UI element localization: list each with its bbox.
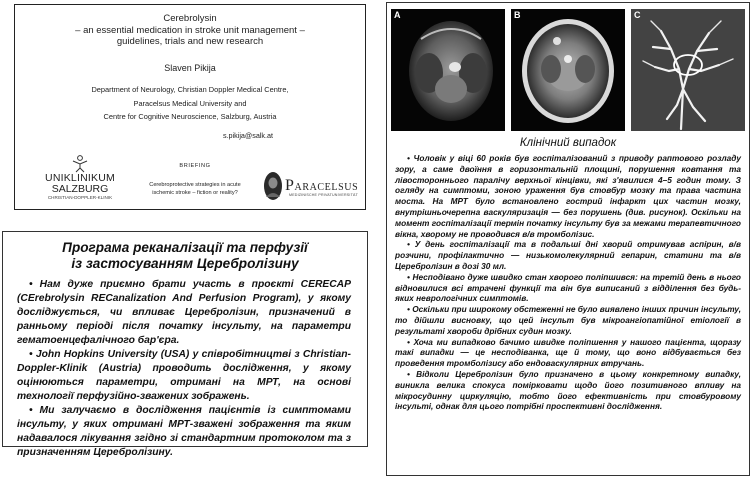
- mri-scan-c: C: [631, 9, 745, 131]
- slide-title: Cerebrolysin – an essential medication in stroke unit management – guidelines, trials and new research: [75, 13, 305, 47]
- program-paragraph: • Нам дуже приємно брати участь в проєкті CERECAP (CErebrolysin RECanalization And Perfusion Program), у якому досліджується, чи впливає Церебролізин, призначений в ранньому періоді після початку інсульту, на параметри гематоенцефалічного бар'єра.: [17, 279, 351, 346]
- slide-email: s.pikija@salk.at: [222, 131, 273, 140]
- uniklinikum-logo: UNIKLINIKUM SALZBURG CHRISTIAN-DOPPLER-KLINIK: [21, 155, 139, 205]
- case-body: [395, 153, 741, 412]
- clinical-case-box: [386, 2, 750, 476]
- case-paragraph: • Чоловік у віці 60 років був госпіталізований з приводу раптового розладу зору, а саме двоїння в горизонтальній площині, порушення ковтання та лівостороннього паралічу верхньої кінцівки, які з'явилися 4–5 годин тому. З огляду на симптоми, зоною ураження був стовбур мозку та права частина моста. На МРТ було встановлено гострий інфаркт цих частин мозку, внутрішньочерепна васкуляризація — без порушень (див. рисунок). Оскільки на момент госпіталізації термін початку інсульту був за межами терапевтичного вікна, хворому не проводився в/в тромболізис.: [395, 153, 741, 239]
- briefing-block: [145, 163, 245, 197]
- case-paragraph: • Оскільки при широкому обстеженні не було виявлено інших причин інсульту, то дійшли висновку, що цей інсульт був мікроангіопатійної етіології в результаті хвороби дрібних судин мозку.: [395, 304, 741, 336]
- case-paragraph: • Несподівано дуже швидко стан хворого поліпшився: на третій день в нього відновилися всі втрачені функції та він був виписаний з відділення без будь-яких неврологічних симптомів.: [395, 271, 741, 304]
- presentation-slide: [14, 4, 366, 210]
- mri-scan-b: B: [511, 9, 625, 131]
- program-paragraph: • Ми залучаємо в дослідження пацієнтів із симптомами інсульту, у яких отримані МРТ-зважені зображення та яким надавалося лікування згідно зі стандартним протоколом та з призначенням Церебролізину.: [17, 405, 351, 458]
- mr-angiography-image: [631, 9, 745, 131]
- case-title: Клінічний випадок: [519, 137, 617, 149]
- paracelsus-logo: PARACELSUS MEDIZINISCHE PRIVATUNIVERSITÄT: [261, 165, 365, 207]
- briefing-text: Cerebroprotective strategies in acute ischemic stroke – fiction or reality?: [149, 182, 241, 196]
- mri-figure: [387, 3, 749, 133]
- slide-affiliation: Department of Neurology, Christian Doppler Medical Centre, Paracelsus Medical University and Centre for Cognitive Neuroscience, Salzburg, Austria: [91, 85, 289, 121]
- case-paragraph: • Відколи Церебролізин було призначено в цьому конкретному випадку, виникла велика спокуса помірковати щодо його позитивного впливу на мікросудинну циркуляцію, тобто його ефективність при стовбуровому інсульті, однак для цього потрібні проспективні дослідження.: [395, 368, 741, 412]
- brain-dwi-image: [391, 9, 505, 131]
- program-box: [2, 231, 368, 458]
- mri-scan-a: A: [391, 9, 505, 131]
- program-body: [3, 272, 367, 460]
- case-paragraph: • Хоча ми випадково бачимо швидке поліпшення у нашого пацієнта, щоразу такі випадки — це несподіванка, ще й тому, що воно відбувається без проведення тромболізису або ендоваскулярних втручань.: [395, 336, 741, 369]
- brain-flair-image: [511, 9, 625, 131]
- uniklinikum-figure-icon: [69, 155, 91, 173]
- program-title: Програма реканалізації та перфузії із застосуванням Церебролізину: [62, 240, 308, 271]
- briefing-heading: BRIEFING: [179, 163, 211, 169]
- case-paragraph: • У день госпіталізації та в подальші дні хворий отримував аспірин, в/в розчини, профілактично — низькомолекулярний гепарин, статини та в/в Церебролізин в дозі 30 мл.: [395, 239, 741, 271]
- paracelsus-portrait-icon: [263, 171, 283, 201]
- program-paragraph: • John Hopkins University (USA) у співробітництві з Christian-Doppler-Klinik (Austria) проводить дослідження, у якому оцінюються параметри, отримані на МРТ, на основі технології перфузійно-зважених зображень.: [17, 349, 351, 402]
- slide-author: Slaven Pikija: [164, 63, 216, 73]
